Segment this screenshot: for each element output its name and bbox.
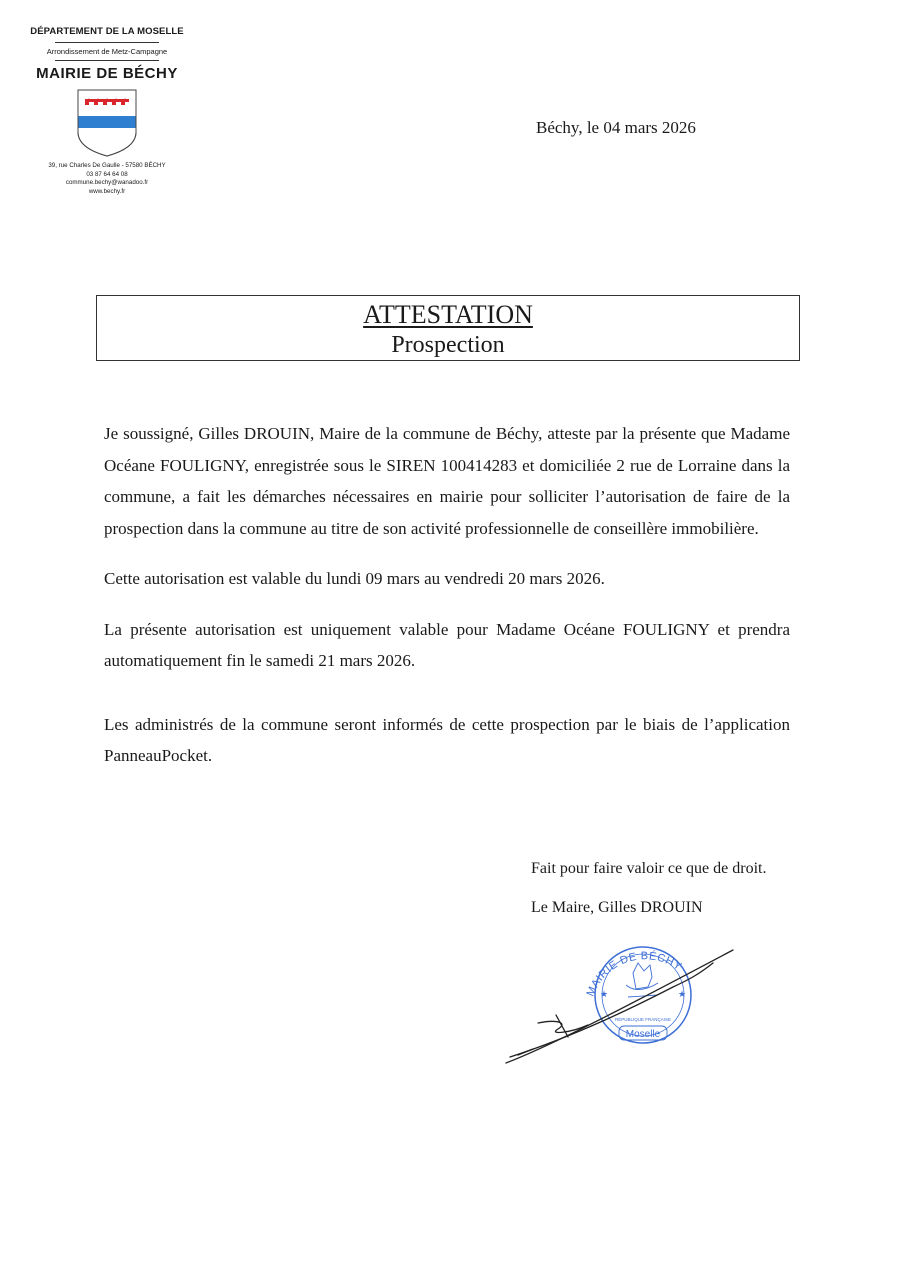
stamp-star-left: ★ (600, 989, 609, 999)
mairie-name: MAIRIE DE BÉCHY (36, 65, 178, 82)
arrondissement-name: Arrondissement de Metz-Campagne (46, 47, 168, 56)
stamp-star-right: ★ (678, 989, 687, 999)
letterhead-divider-2 (55, 60, 159, 61)
body-paragraph-3: La présente autorisation est uniquement valable pour Madame Océane FOULIGNY et prendra automatiquement fin le samedi 21 mars 2026. (104, 619, 790, 670)
closing-formula: Fait pour faire valoir ce que de droit. (531, 860, 767, 877)
stamp-bottom-text: Moselle (625, 1029, 661, 1040)
letterhead (24, 26, 190, 196)
title-box (96, 295, 800, 361)
document-title: ATTESTATION (363, 300, 533, 329)
coat-of-arms-icon (76, 88, 138, 158)
body-paragraph-4: Les administrés de la commune seront informés de cette prospection par le biais de l’application PanneauPocket. (104, 714, 790, 765)
stamp-top-text: MAIRIE DE BÉCHY (584, 950, 684, 999)
mairie-address: 39, rue Charles De Gaulle - 57580 BÉCHY (48, 162, 166, 169)
stamp-center-text: RÉPUBLIQUE FRANÇAISE (614, 1017, 672, 1022)
mairie-website: www.bechy.fr (88, 187, 126, 195)
signer-name: Le Maire, Gilles DROUIN (531, 899, 703, 916)
body-paragraph-2: Cette autorisation est valable du lundi 09 mars au vendredi 20 mars 2026. (104, 569, 605, 588)
department-name: DÉPARTEMENT DE LA MOSELLE (30, 26, 184, 37)
document-date: Béchy, le 04 mars 2026 (536, 118, 696, 137)
mairie-phone: 03 87 64 64 08 (86, 170, 128, 178)
attestation-body (104, 418, 790, 772)
mairie-email: commune.bechy@wanadoo.fr (65, 179, 149, 186)
body-paragraph-1: Je soussigné, Gilles DROUIN, Maire de la commune de Béchy, atteste par la présente que Madame Océane FOULIGNY, enregistrée sous le SIREN 100414283 et domiciliée 2 rue de Lorraine dans la commune, a fait les démarches nécessaires en mairie pour solliciter l’autorisation de faire de la prospection dans la commune au titre de son activité professionnelle de conseillère immobilière. (104, 424, 790, 538)
official-stamp-and-signature (498, 925, 748, 1070)
letterhead-divider (55, 42, 159, 43)
document-subtitle: Prospection (391, 332, 505, 358)
